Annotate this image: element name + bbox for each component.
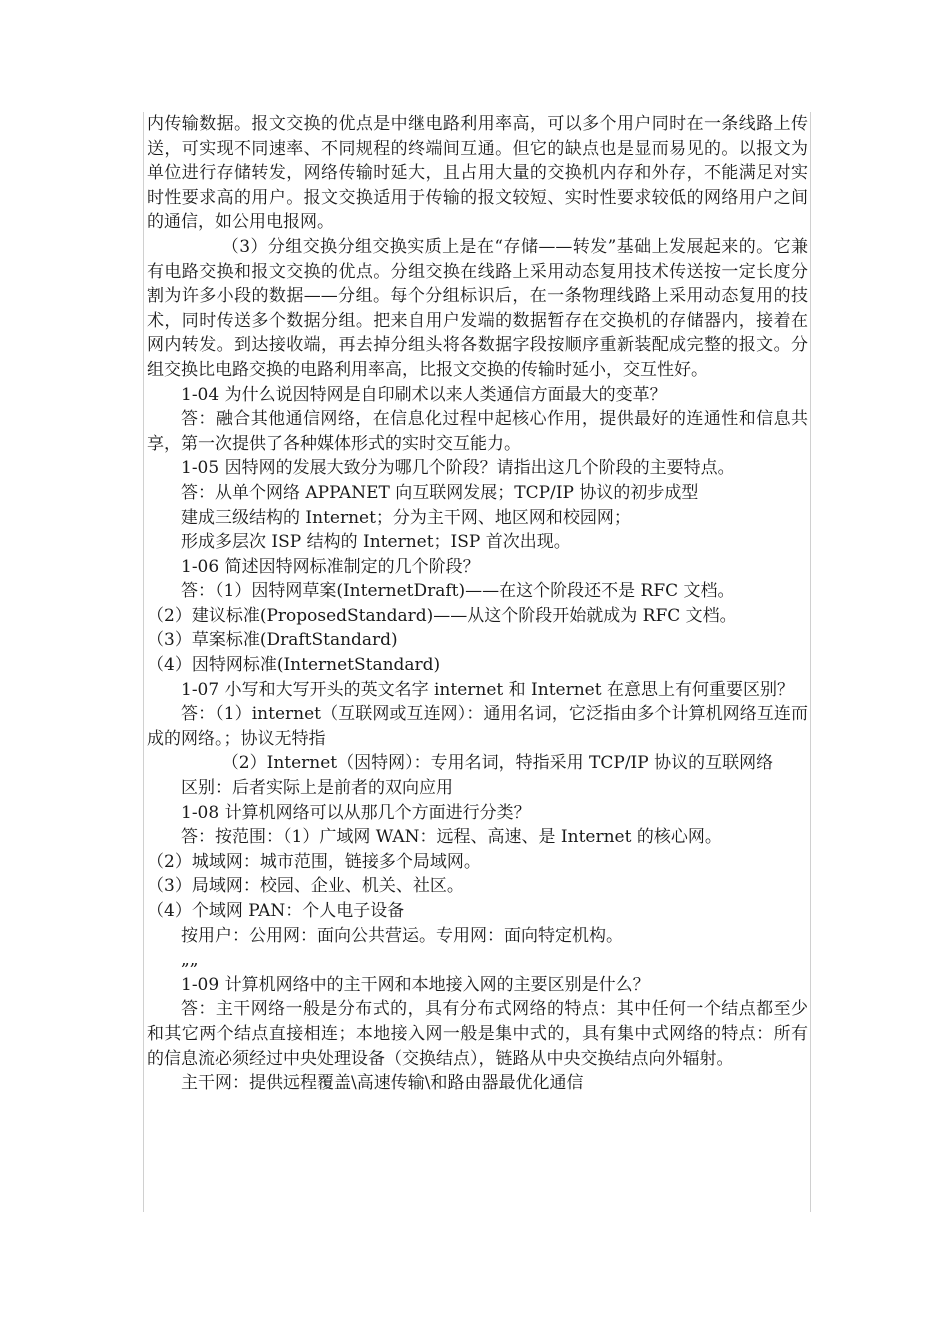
answer-1-05-line-1: 答：从单个网络 APPANET 向互联网发展；TCP/IP 协议的初步成型: [181, 482, 699, 503]
answer-1-04: 答：融合其他通信网络，在信息化过程中起核心作用，提供最好的连通性和信息共享，第一次提供了各种媒体形式的实时交互能力。: [147, 409, 808, 454]
answer-1-06-stage-1: 答：（1）因特网草案(InternetDraft)——在这个阶段还不是 RFC 文档。: [181, 581, 735, 602]
ellipsis-mark: „„: [181, 950, 199, 971]
paragraph-packet-switching: （3）分组交换分组交换实质上是在“存储——转发”基础上发展起来的。它兼有电路交换和报文交换的优点。分组交换在线路上采用动态复用技术传送按一定长度分割为许多小段的数据——分组。每个分组标识后，在一条物理线路上采用动态复用的技术，同时传送多个数据分组。把来自用户发端的数据暂存在交换机的存储器内，接着在网内转发。到达接收端，再去掉分组头将各数据字段按顺序重新装配成完整的报文。分组交换比电路交换的电路利用率高，比报文交换的传输时延小，交互性好。: [147, 236, 808, 380]
answer-1-09-backbone: 主干网：提供远程覆盖\高速传输\和路由器最优化通信: [181, 1073, 584, 1094]
answer-1-09: 答：主干网络一般是分布式的，具有分布式网络的特点：其中任何一个结点都至少和其它两个结点直接相连；本地接入网一般是集中式的，具有集中式网络的特点：所有的信息流必须经过中央处理设备（交换结点），链路从中央交换结点向外辐射。: [147, 999, 808, 1069]
answer-1-06-stage-3: （3）草案标准(DraftStandard): [147, 630, 398, 651]
answer-1-05-line-2: 建成三级结构的 Internet；分为主干网、地区网和校园网；: [181, 507, 631, 528]
answer-1-07-difference: 区别：后者实际上是前者的双向应用: [181, 778, 453, 799]
question-1-05: 1-05 因特网的发展大致分为哪几个阶段？请指出这几个阶段的主要特点。: [181, 458, 735, 479]
document-page: [143, 112, 811, 1212]
answer-1-08-by-user: 按用户：公用网：面向公共营运。专用网：面向特定机构。: [181, 925, 623, 946]
answer-1-05-line-3: 形成多层次 ISP 结构的 Internet；ISP 首次出现。: [181, 532, 571, 553]
question-1-08: 1-08 计算机网络可以从那几个方面进行分类？: [181, 802, 531, 823]
question-1-04: 1-04 为什么说因特网是自印刷术以来人类通信方面最大的变革？: [181, 384, 667, 405]
answer-1-08-wan: 答：按范围：（1）广域网 WAN：远程、高速、是 Internet 的核心网。: [181, 827, 722, 848]
question-1-07: 1-07 小写和大写开头的英文名字 internet 和 Internet 在意思上有何重要区别？: [181, 679, 794, 700]
answer-1-06-stage-4: （4）因特网标准(InternetStandard): [147, 655, 441, 676]
answer-1-08-man: （2）城域网：城市范围，链接多个局域网。: [147, 851, 481, 872]
answer-1-08-pan: （4）个域网 PAN：个人电子设备: [147, 901, 405, 921]
question-1-06: 1-06 简述因特网标准制定的几个阶段？: [181, 556, 480, 577]
question-1-09: 1-09 计算机网络中的主干网和本地接入网的主要区别是什么？: [181, 974, 650, 995]
answer-1-06-stage-2: （2）建议标准(ProposedStandard)——从这个阶段开始就成为 RFC 文档。: [147, 605, 737, 626]
paragraph-message-switching: 内传输数据。报文交换的优点是中继电路利用率高，可以多个用户同时在一条线路上传送，可实现不同速率、不同规程的终端间互通。但它的缺点也是显而易见的。以报文为单位进行存储转发，网络传输时延大，且占用大量的交换机内存和外存，不能满足对实时性要求高的用户。报文交换适用于传输的报文较短、实时性要求较低的网络用户之间的通信，如公用电报网。: [147, 114, 808, 233]
answer-1-07-part-1: 答：（1）internet（互联网或互连网）：通用名词，它泛指由多个计算机网络互连而成的网络。；协议无特指: [147, 704, 808, 749]
answer-1-08-lan: （3）局域网：校园、企业、机关、社区。: [147, 876, 464, 897]
answer-1-07-part-2: （2）Internet（因特网）：专用名词，特指采用 TCP/IP 协议的互联网络: [221, 753, 774, 774]
